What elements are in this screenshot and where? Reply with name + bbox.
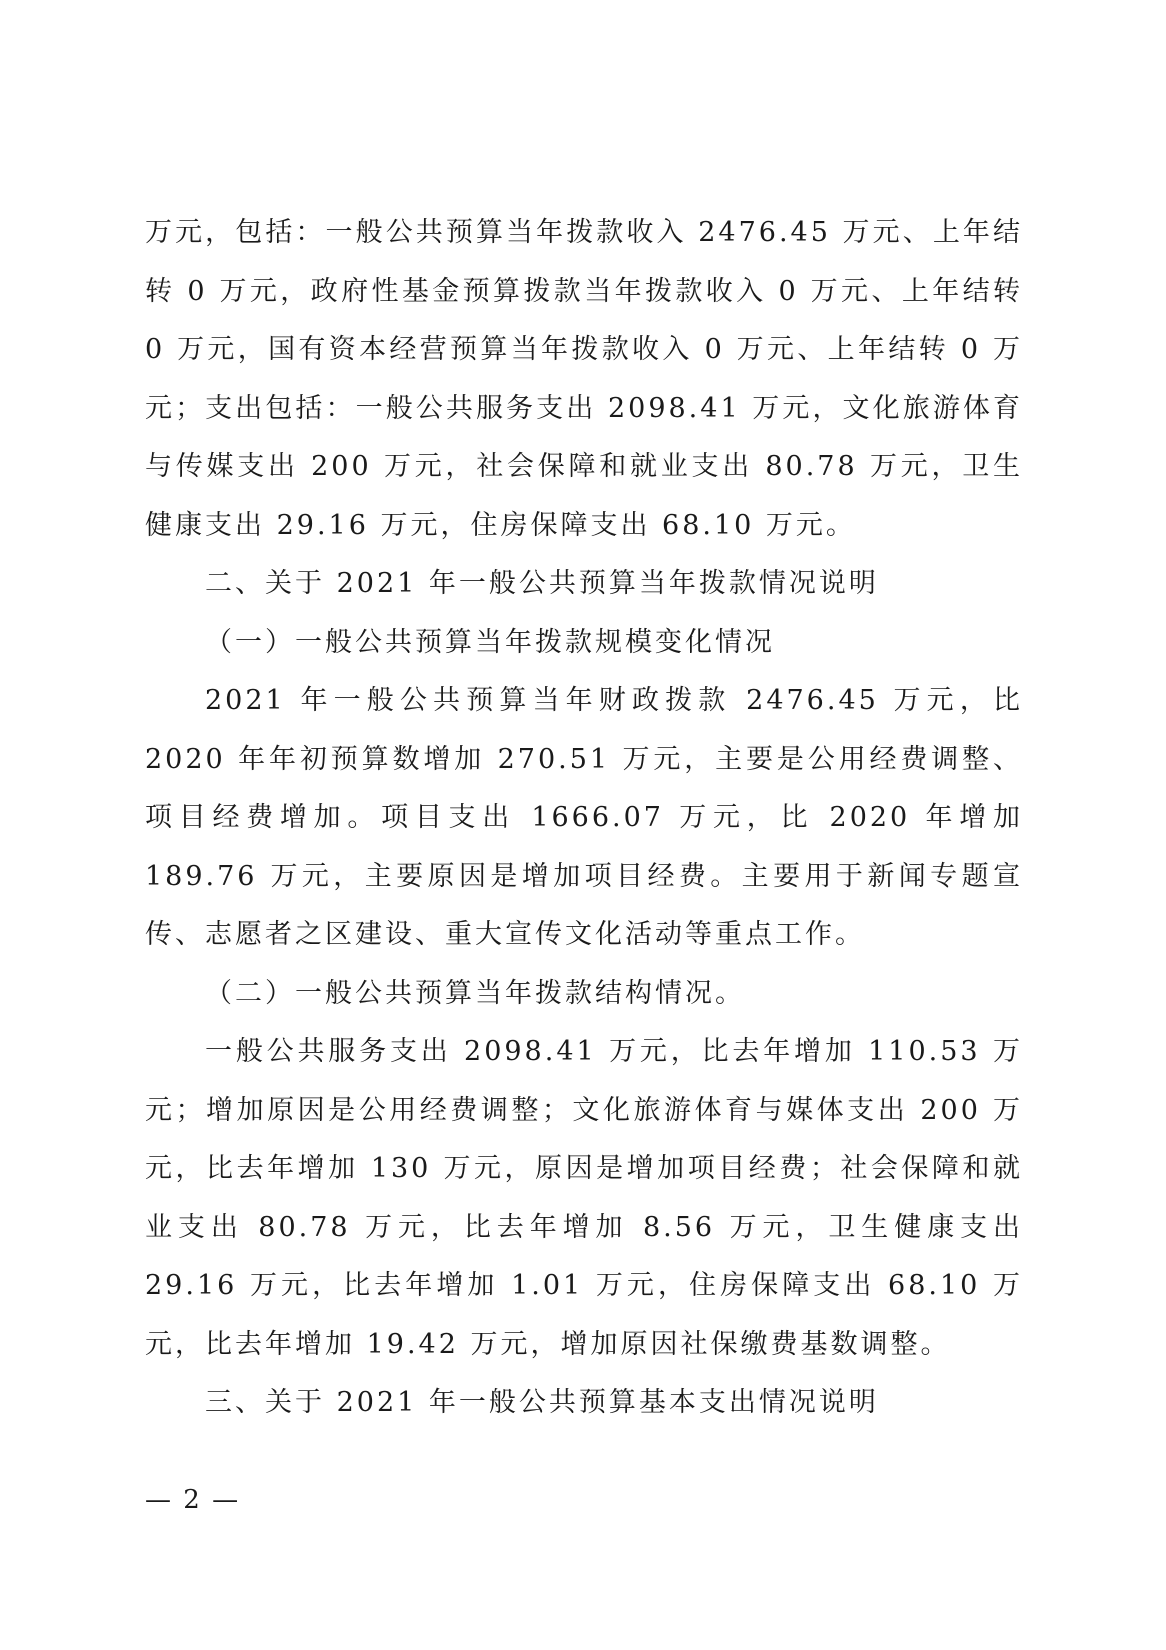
subsection-heading-2-1: （一）一般公共预算当年拨款规模变化情况 [205,626,775,658]
subsection-heading-2-2: （二）一般公共预算当年拨款结构情况。 [205,977,745,1009]
document-body [145,204,1023,1433]
paragraph-structure: 一般公共服务支出 2098.41 万元，比去年增加 110.53 万元；增加原因是公用经费调整；文化旅游体育与媒体支出 200 万元，比去年增加 130 万元，原因是增加项目经费；社会保障和就业支出 80.78 万元，比去年增加 8.56 万元，卫生健康支出 29.16 万元，比去年增加 1.01 万元，住房保障支出 68.10 万元，比去年增加 19.42 万元，增加原因社保缴费基数调整。 [145,1036,1023,1360]
paragraph-budget-summary: 万元，包括：一般公共预算当年拨款收入 2476.45 万元、上年结转 0 万元，政府性基金预算拨款当年拨款收入 0 万元、上年结转 0 万元，国有资本经营预算当年拨款收入 0 万元、上年结转 0 万元；支出包括：一般公共服务支出 2098.41 万元，文化旅游体育与传媒支出 200 万元，社会保障和就业支出 80.78 万元，卫生健康支出 29.16 万元，住房保障支出 68.10 万元。 [145,217,1023,541]
section-heading-2: 二、关于 2021 年一般公共预算当年拨款情况说明 [205,568,879,599]
paragraph-scale-change: 2021 年一般公共预算当年财政拨款 2476.45 万元，比 2020 年年初预算数增加 270.51 万元，主要是公用经费调整、项目经费增加。项目支出 1666.07 万元，比 2020 年增加 189.76 万元，主要原因是增加项目经费。主要用于新闻专题宣传、志愿者之区建设、重大宣传文化活动等重点工作。 [145,685,1023,950]
section-heading-3: 三、关于 2021 年一般公共预算基本支出情况说明 [205,1387,879,1418]
page-number: — 2 — [145,1485,241,1515]
